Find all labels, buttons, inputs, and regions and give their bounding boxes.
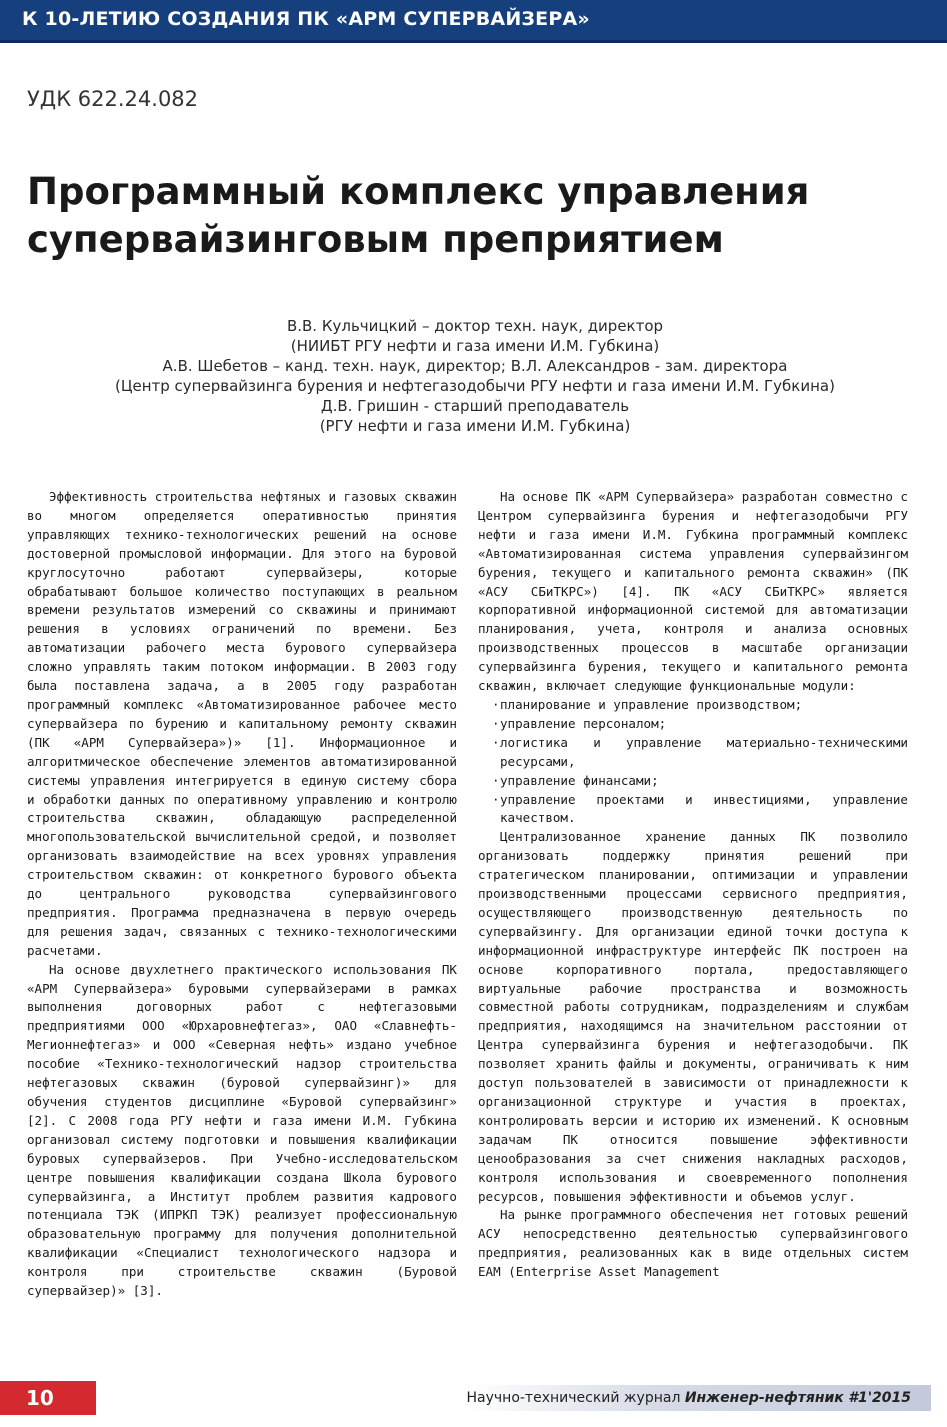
page-footer [0, 1381, 947, 1415]
list-item: · управление проектами и инвестициями, управление качеством. [478, 791, 908, 829]
journal-issue: #1'2015 [848, 1390, 911, 1406]
author-line: В.В. Кульчицкий – доктор техн. наук, директор [286, 317, 664, 335]
list-item: · планирование и управление производством; [478, 696, 908, 715]
journal-name: Инженер-нефтяник [684, 1390, 844, 1406]
article-title-line-1: Программный комплекс управления [27, 170, 810, 213]
page-number-box [0, 1381, 96, 1415]
journal-banner [468, 1385, 931, 1411]
left-column [27, 488, 457, 1301]
journal-title [467, 1390, 912, 1406]
body-paragraph: Эффективность строительства нефтяных и газовых скважин во многом определяется оперативностью принятия управляющих технико-технологических решений на основе достоверной промысловой информации. Для этого на буровой круглосуточно работают супервайзеры, которые обрабатывают большое количество поступающих в реальном времени результатов измерений со скважины и принимают решения в условиях ограничений по времени. Без автоматизации рабочего места бурового супервайзера сложно управлять таким потоком информации. В 2003 году была поставлена задача, а в 2005 году разработан программный комплекс «Автоматизированное рабочее место супервайзера по бурению и капитальному ремонту скважин (ПК «АРМ Супервайзера»)» [1]. Информационное и алгоритмическое обеспечение элементов автоматизированной системы управления интегрируется в единую систему сбора и обработки данных по оперативному управлению и контролю строительства скважин, обладающую распределенной многопользовательской вычислительной средой, и позволяет организовать взаимодействие на всех уровнях управления строительством скважин: от конкретного бурового объекта до центрального руководства супервайзингового предприятия. Программа предназначена в первую очередь для решения задач, связанных с технико-технологическими расчетами. [27, 489, 457, 958]
body-paragraph: На основе ПК «АРМ Супервайзера» разработан совместно с Центром супервайзинга бурения и нефтегазодобычи РГУ нефти и газа имени И.М. Губкина программный комплекс «Автоматизированная система управления супервайзингом бурения, текущего и капитального ремонта скважин» (ПК «АСУ СБиТКРС») [4]. ПК «АСУ СБиТКРС» является корпоративной информационной системой для автоматизации планирования, учета, контроля и анализа основных производственных процессов в масштабе организации супервайзинга бурения, текущего и капитального ремонта скважин, включает следующие функциональные модули: [478, 489, 908, 694]
article-title-line-2: супервайзинговым преприятием [27, 218, 724, 261]
right-column [478, 488, 908, 1282]
modules-list [478, 696, 908, 828]
authors-block [60, 316, 890, 436]
udc-code: УДК 622.24.082 [27, 87, 199, 111]
journal-prefix: Научно-технический журнал [466, 1390, 681, 1406]
section-banner-text: К 10-ЛЕТИЮ СОЗДАНИЯ ПК «АРМ СУПЕРВАЙЗЕРА» [22, 8, 590, 30]
author-affiliation: (Центр супервайзинга бурения и нефтегазодобычи РГУ нефти и газа имени И.М. Губкина) [115, 377, 835, 395]
author-line: А.В. Шебетов – канд. техн. наук, директор; В.Л. Александров - зам. директора [162, 357, 788, 375]
body-paragraph: Централизованное хранение данных ПК позволило организовать поддержку принятия решений при стратегическом планировании, оптимизации и управлении производственными процессами сервисного предприятия, осуществляющего производственную деятельность по супервайзингу. Для организации единой точки доступа к информационной инфраструктуре интерфейс ПК построен на основе корпоративного портала, предоставляющего виртуальные рабочие пространства и возможность совместной работы сотрудникам, подразделениям и службам предприятия, находящимся на значительном расстоянии от Центра супервайзинга бурения и нефтегазодобычи. ПК позволяет хранить файлы и документы, ограничивать к ним доступ пользователей в зависимости от принадлежности к организационной структуре и участия в проектах, контролировать версии и историю их изменений. К основным задачам ПК относится повышение эффективности ценообразования за счет снижения накладных расходов, контроля использования и своевременного пополнения ресурсов, повышения эффективности и объемов услуг. [478, 829, 908, 1204]
list-item: · управление персоналом; [478, 715, 908, 734]
author-affiliation: (РГУ нефти и газа имени И.М. Губкина) [319, 417, 631, 435]
article-title [27, 168, 917, 264]
list-item: · управление финансами; [478, 772, 908, 791]
author-affiliation: (НИИБТ РГУ нефти и газа имени И.М. Губкина) [290, 337, 660, 355]
list-item: · логистика и управление материально-техническими ресурсами, [478, 734, 908, 772]
body-paragraph: На основе двухлетнего практического использования ПК «АРМ Супервайзера» буровыми супервайзерами в рамках выполнения договорных работ с нефтегазовыми предприятиями ООО «Юрхаровнефтегаз», ОАО «Славнефть-Мегионнефтегаз» и ООО «Северная нефть» издано учебное пособие «Технико-технологический надзор строительства нефтегазовых скважин (буровой супервайзинг)» для обучения студентов дисциплине «Буровой супервайзинг» [2]. С 2008 года РГУ нефти и газа имени И.М. Губкина организовал систему подготовки и повышения квалификации буровых супервайзеров. При Учебно-исследовательском центре повышения квалификации создана Школа бурового супервайзинга, а Институт проблем развития кадрового потенциала ТЭК (ИПРКП ТЭК) реализует профессиональную образовательную программу для получения дополнительной квалификации «Специалист технологического надзора и контроля при строительстве скважин (Буровой супервайзер)» [3]. [27, 961, 457, 1299]
page-number: 10 [26, 1386, 54, 1410]
body-paragraph: На рынке программного обеспечения нет готовых решений АСУ непосредственно деятельностью супервайзингового предприятия, реализованных как в виде отдельных систем EAM (Enterprise Asset Management [478, 1207, 908, 1280]
section-banner [0, 0, 947, 43]
author-line: Д.В. Гришин - старший преподаватель [320, 397, 630, 415]
